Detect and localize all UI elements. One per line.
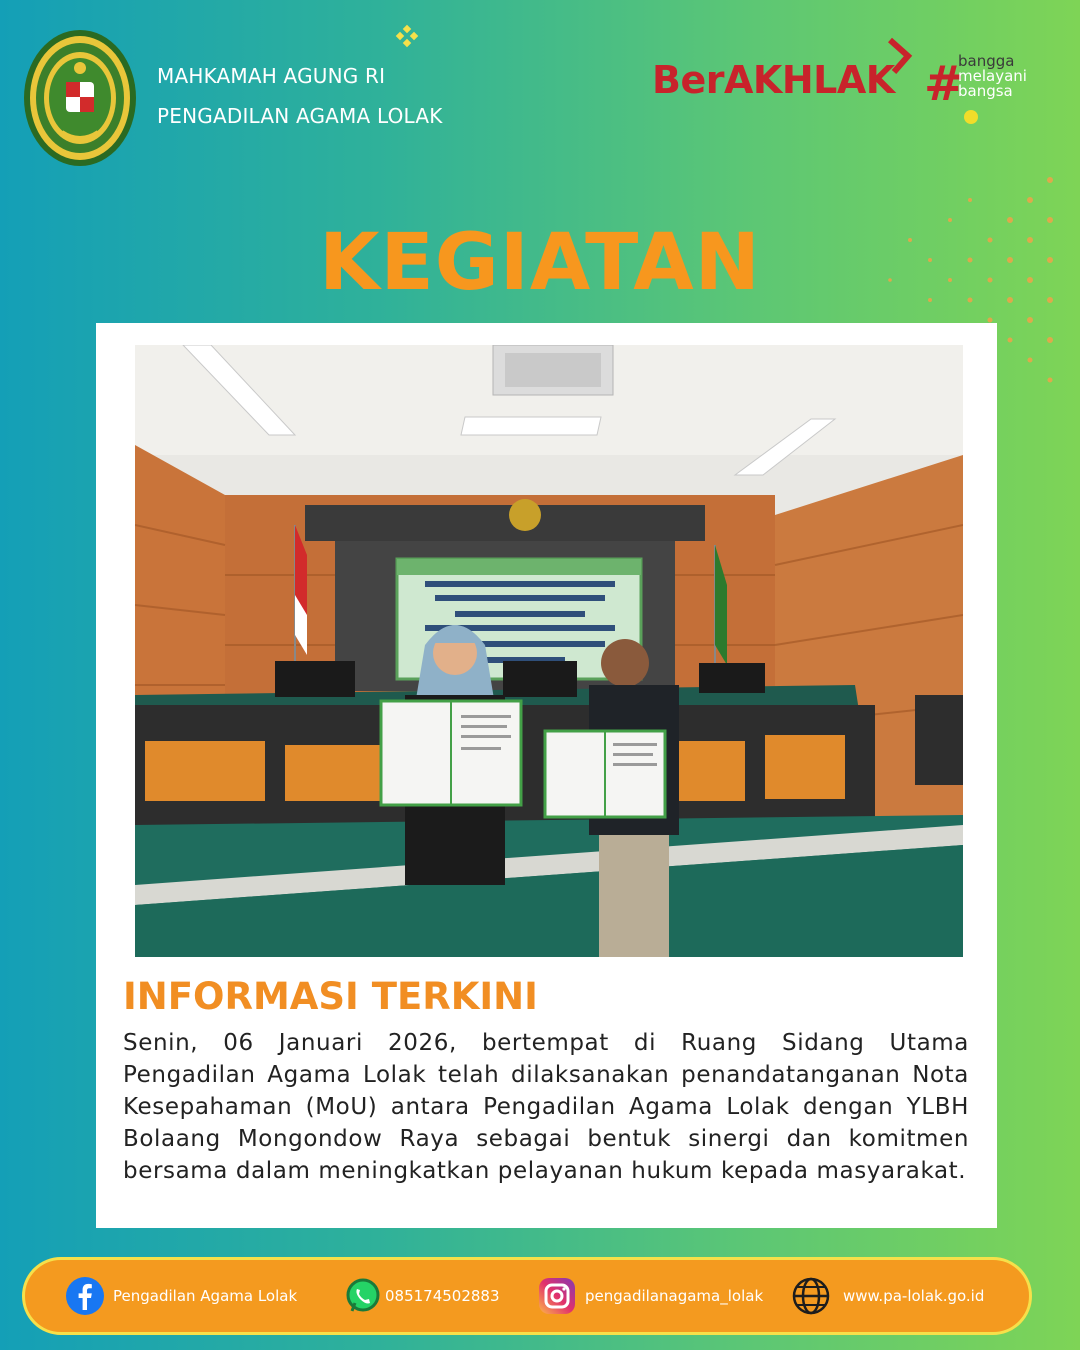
org-name-line2: PENGADILAN AGAMA LOLAK <box>157 104 443 128</box>
berakhlak-logo <box>652 36 1042 126</box>
courtroom-photo-illustration <box>135 345 963 957</box>
instagram-label: pengadilanagama_lolak <box>585 1287 764 1305</box>
decorative-yellow-dot <box>964 110 978 124</box>
section-title: INFORMASI TERKINI <box>123 975 538 1018</box>
website-label: www.pa-lolak.go.id <box>843 1287 985 1305</box>
chevron-right-icon <box>884 36 916 76</box>
whatsapp-icon <box>343 1276 383 1316</box>
footer-whatsapp[interactable] <box>343 1260 500 1332</box>
facebook-icon <box>65 1276 105 1316</box>
facebook-label: Pengadilan Agama Lolak <box>113 1287 298 1305</box>
page-title: KEGIATAN <box>319 218 761 308</box>
footer-contact-bar <box>22 1257 1032 1335</box>
whatsapp-label: 085174502883 <box>385 1287 500 1305</box>
tagline-melayani: melayani <box>958 67 1027 85</box>
footer-facebook[interactable] <box>65 1260 297 1332</box>
news-body-text: Senin, 06 Januari 2026, bertempat di Ruang Sidang Utama Pengadilan Agama Lolak telah dilaksanakan penandatanganan Nota Kesepahaman (MoU) antara Pengadilan Agama Lolak dengan YLBH Bolaang Mongondow Raya sebagai bentuk sinergi dan komitmen bersama dalam meningkatkan pelayanan hukum kepada masyarakat. <box>123 1030 969 1184</box>
tagline-bangga: bangga <box>958 52 1015 70</box>
berakhlak-wordmark: BerAKHLAK <box>652 58 895 102</box>
hashtag-symbol: # <box>924 56 965 112</box>
footer-instagram[interactable] <box>537 1260 763 1332</box>
tagline-bangsa: bangsa <box>958 82 1013 100</box>
mahkamah-agung-seal-icon <box>22 28 138 168</box>
footer-website[interactable] <box>791 1260 984 1332</box>
content-card <box>96 323 997 1228</box>
org-name-line1: MAHKAMAH AGUNG RI <box>157 64 386 88</box>
event-photo <box>135 345 963 957</box>
diamond-ornament-icon <box>392 24 422 54</box>
instagram-icon <box>537 1276 577 1316</box>
globe-icon <box>791 1276 831 1316</box>
